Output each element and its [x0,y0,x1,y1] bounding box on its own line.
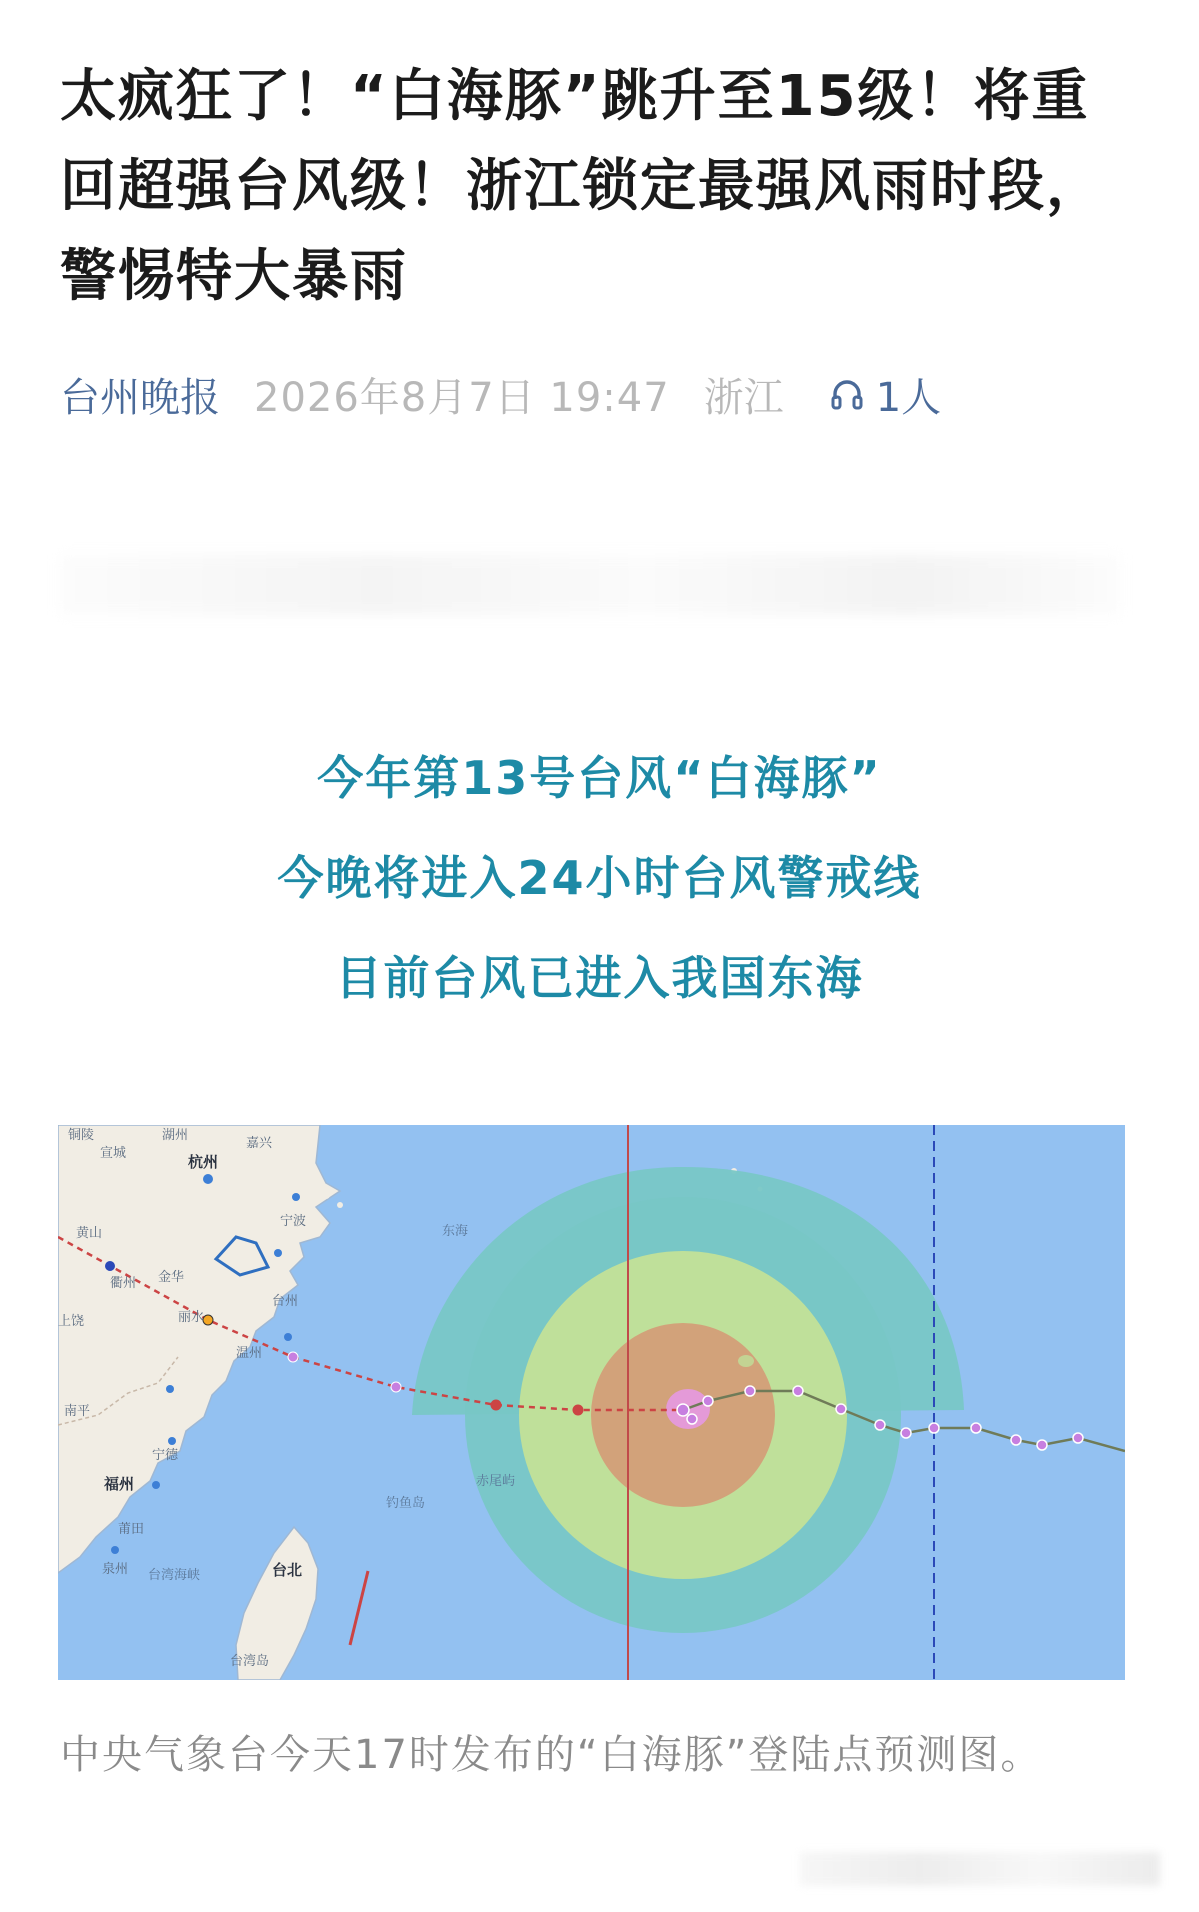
map-label: 杭州 [188,1153,219,1171]
map-label: 莆田 [118,1522,145,1537]
map-label: 黄山 [76,1226,103,1241]
blurred-content-strip [60,555,1120,615]
map-label: 钓鱼岛 [386,1496,426,1511]
map-label: 台湾海峡 [148,1568,201,1583]
map-label: 宁德 [152,1448,179,1463]
listen-button[interactable] [828,366,941,423]
map-label: 台湾岛 [230,1654,270,1669]
headline-line-3: 目前台风已进入我国东海 [335,951,864,1005]
map-label: 台北 [272,1561,303,1579]
map-label: 衢州 [110,1276,137,1291]
map-label: 南平 [64,1404,91,1419]
map-label: 东海 [442,1224,469,1239]
map-label: 上饶 [58,1314,85,1329]
article-title: 太疯狂了！“白海豚”跳升至15级！将重回超强台风级！浙江锁定最强风雨时段，警惕特大暴雨 [60,64,1104,309]
map-label: 温州 [236,1346,263,1361]
image-caption: 中央气象台今天17时发布的“白海豚”登陆点预测图。 [60,1732,1043,1778]
map-label: 丽水 [178,1310,205,1325]
map-label: 福州 [104,1475,135,1493]
location: 浙江 [703,374,784,421]
map-label: 赤尾屿 [476,1474,516,1489]
map-label: 金华 [158,1270,185,1285]
typhoon-forecast-map [58,1125,1125,1680]
watermark [800,1852,1160,1886]
map-label: 铜陵 [68,1128,95,1143]
publish-time: 2026年8月7日 19:47 [254,374,670,421]
map-label: 宁波 [280,1214,307,1229]
headline-line-1: 今年第13号台风“白海豚” [317,751,882,805]
map-label: 泉州 [102,1562,129,1577]
source-link[interactable]: 台州晚报 [60,374,220,421]
map-label: 台州 [272,1294,299,1309]
map-label: 嘉兴 [246,1136,273,1151]
map-label: 宣城 [100,1146,127,1161]
headline-line-2: 今晚将进入24小时台风警戒线 [277,851,922,905]
listener-count: 1人 [875,374,942,421]
headphones-icon [828,375,866,413]
article-meta [60,364,941,424]
map-label: 湖州 [162,1128,189,1143]
